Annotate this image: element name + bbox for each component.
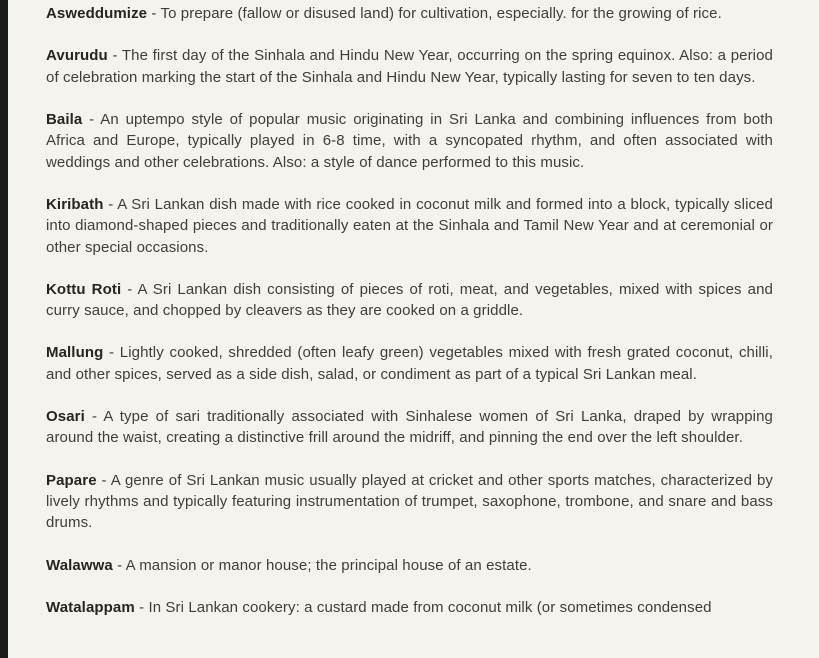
glossary-term: Kottu Roti [46, 280, 122, 298]
glossary-term: Papare [46, 471, 97, 489]
glossary-definition: A type of sari traditionally associated with Sinhalese women of Sri Lanka, draped by wrapping around the waist, creating a distinctive frill around the midriff, and pinning the end over the left shoulder. [46, 408, 773, 447]
glossary-definition: A mansion or manor house; the principal house of an estate. [125, 556, 532, 574]
term-separator: - [82, 110, 101, 128]
term-separator: - [134, 598, 149, 616]
term-separator: - [112, 556, 126, 574]
glossary-entry [46, 194, 773, 258]
glossary-definition: The first day of the Sinhala and Hindu New Year, occurring on the spring equinox. Also: a period of celebration marking the start of the Sinhala and Hindu New Year, typically lasting for seven to ten days. [46, 47, 773, 86]
glossary-definition: An uptempo style of popular music originating in Sri Lanka and combining influences from both Africa and Europe, typically played in 6-8 time, with a syncopated rhythm, and often associated with weddings and other celebrations. Also: a style of dance performed to this music. [46, 110, 773, 171]
glossary-definition: To prepare (fallow or disused land) for cultivation, especially. for the growing of rice. [160, 5, 722, 22]
glossary-entry [46, 279, 773, 322]
term-separator: - [121, 280, 138, 298]
glossary-term: Watalappam [46, 598, 135, 616]
glossary-term: Asweddumize [46, 5, 148, 22]
glossary-definition: A Sri Lankan dish consisting of pieces of roti, meat, and vegetables, mixed with spices and curry sauce, and chopped by cleavers as they are cooked on a griddle. [46, 280, 773, 320]
glossary-entry [46, 597, 773, 618]
left-edge-bar [0, 0, 8, 658]
term-separator: - [103, 195, 118, 213]
term-separator: - [96, 471, 111, 489]
glossary-definition: Lightly cooked, shredded (often leafy green) vegetables mixed with fresh grated coconut, chilli, and other spices, served as a side dish, salad, or condiment as part of a typical Sri Lankan meal. [46, 344, 773, 383]
glossary-entry [46, 45, 773, 88]
glossary-entry [46, 406, 773, 449]
glossary-definition: A Sri Lankan dish made with rice cooked in coconut milk and formed into a block, typically sliced into diamond-shaped pieces and traditionally eaten at the Sinhala and Tamil New Year and at ceremonial or other special occasions. [46, 195, 773, 256]
term-separator: - [147, 5, 161, 22]
glossary-term: Walawwa [46, 556, 113, 574]
glossary-entry [46, 555, 773, 576]
glossary-entry [46, 342, 773, 385]
glossary-term: Osari [46, 408, 85, 426]
glossary-entry [46, 470, 773, 534]
glossary-term: Mallung [46, 344, 104, 362]
term-separator: - [107, 47, 122, 65]
glossary-definition: In Sri Lankan cookery: a custard made from coconut milk (or sometimes condensed [148, 598, 712, 616]
glossary-term: Kiribath [46, 195, 104, 213]
term-separator: - [103, 344, 120, 362]
glossary-term: Avurudu [46, 47, 108, 65]
glossary-definition: A genre of Sri Lankan music usually played at cricket and other sports matches, characterized by lively rhythms and typically featuring instrumentation of trumpet, saxophone, trombone, and snare and bass drums. [46, 471, 773, 532]
glossary-content [46, 3, 773, 618]
term-separator: - [84, 408, 104, 426]
glossary-entry [46, 109, 773, 173]
glossary-entry [46, 3, 773, 24]
glossary-term: Baila [46, 110, 83, 128]
